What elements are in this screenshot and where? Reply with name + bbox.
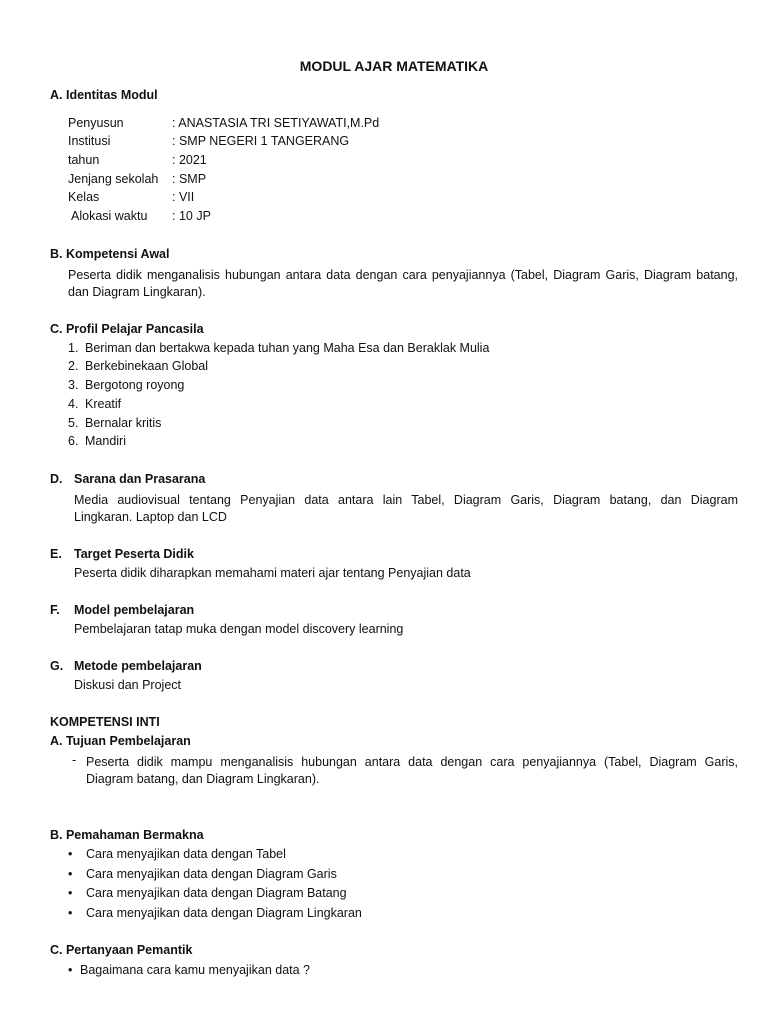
list-item: Beriman dan bertakwa kepada tuhan yang Maha Esa dan Beraklak Mulia [85, 341, 490, 355]
section-b-heading: B. Kompetensi Awal [50, 247, 170, 261]
bullet-icon: • [68, 867, 73, 881]
list-item-number: 6. [68, 434, 79, 448]
list-item: Cara menyajikan data dengan Diagram Garis [86, 867, 337, 881]
bullet-icon: • [68, 847, 73, 861]
bullet-icon: • [68, 906, 73, 920]
list-item: Mandiri [85, 434, 126, 448]
section-f-text: Pembelajaran tatap muka dengan model discovery learning [74, 622, 404, 636]
section-d-heading: Sarana dan Prasarana [74, 472, 206, 486]
section-g-heading: Metode pembelajaran [74, 659, 202, 673]
section-d-text-line1: Media audiovisual tentang Penyajian data antara lain Tabel, Diagram Garis, Diagram batang, dan Diagram [74, 493, 738, 507]
section-b-text-line2: dan Diagram Lingkaran). [68, 285, 206, 299]
section-d-text-line2: Lingkaran. Laptop dan LCD [74, 510, 227, 524]
section-e-text: Peserta didik diharapkan memahami materi ajar tentang Penyajian data [74, 566, 471, 580]
list-item: Cara menyajikan data dengan Diagram Lingkaran [86, 906, 362, 920]
list-item: Cara menyajikan data dengan Diagram Batang [86, 886, 347, 900]
list-item: Bergotong royong [85, 378, 185, 392]
identity-label: Penyusun [68, 116, 124, 130]
list-item-number: 2. [68, 359, 79, 373]
list-item-number: 3. [68, 378, 79, 392]
section-e-heading: Target Peserta Didik [74, 547, 194, 561]
pemahaman-heading: B. Pemahaman Bermakna [50, 828, 204, 842]
identity-value: : SMP NEGERI 1 TANGERANG [172, 134, 350, 148]
bullet-icon: • [68, 886, 73, 900]
identity-label: Alokasi waktu [71, 209, 148, 223]
section-c-heading: C. Profil Pelajar Pancasila [50, 322, 204, 336]
list-item: Berkebinekaan Global [85, 359, 208, 373]
identity-label: Kelas [68, 190, 100, 204]
section-b-text-line1: Peserta didik menganalisis hubungan antara data dengan cara penyajiannya (Tabel, Diagram Garis, Diagram batang, [68, 268, 738, 282]
tujuan-text-line1: Peserta didik mampu menganalisis hubungan antara data dengan cara penyajiannya (Tabel, Diagram Garis, [86, 755, 738, 769]
section-g-text: Diskusi dan Project [74, 678, 181, 692]
identity-label: tahun [68, 153, 100, 167]
identity-value: : SMP [172, 172, 207, 186]
list-item: Kreatif [85, 397, 122, 411]
identity-label: Jenjang sekolah [68, 172, 159, 186]
tujuan-text-line2: Diagram batang, dan Diagram Lingkaran). [86, 772, 320, 786]
list-item: Bagaimana cara kamu menyajikan data ? [80, 963, 310, 977]
section-a-heading: A. Identitas Modul [50, 88, 158, 102]
section-e-letter: E. [50, 547, 62, 561]
tujuan-heading: A. Tujuan Pembelajaran [50, 734, 191, 748]
list-item: Cara menyajikan data dengan Tabel [86, 847, 286, 861]
list-item-number: 1. [68, 341, 79, 355]
identity-value: : 2021 [172, 153, 207, 167]
list-item-number: 4. [68, 397, 79, 411]
identity-value: : ANASTASIA TRI SETIYAWATI,M.Pd [172, 116, 380, 130]
dash-bullet: - [72, 753, 77, 767]
pertanyaan-heading: C. Pertanyaan Pemantik [50, 943, 193, 957]
kompetensi-inti-heading: KOMPETENSI INTI [50, 715, 160, 729]
list-item: Bernalar kritis [85, 416, 162, 430]
section-g-letter: G. [50, 659, 64, 673]
list-item-number: 5. [68, 416, 79, 430]
identity-value: : VII [172, 190, 195, 204]
identity-label: Institusi [68, 134, 111, 148]
section-d-letter: D. [50, 472, 63, 486]
bullet-icon: • [68, 963, 73, 977]
page-title: MODUL AJAR MATEMATIKA [299, 58, 489, 74]
section-f-letter: F. [50, 603, 60, 617]
identity-value: : 10 JP [172, 209, 211, 223]
section-f-heading: Model pembelajaran [74, 603, 195, 617]
